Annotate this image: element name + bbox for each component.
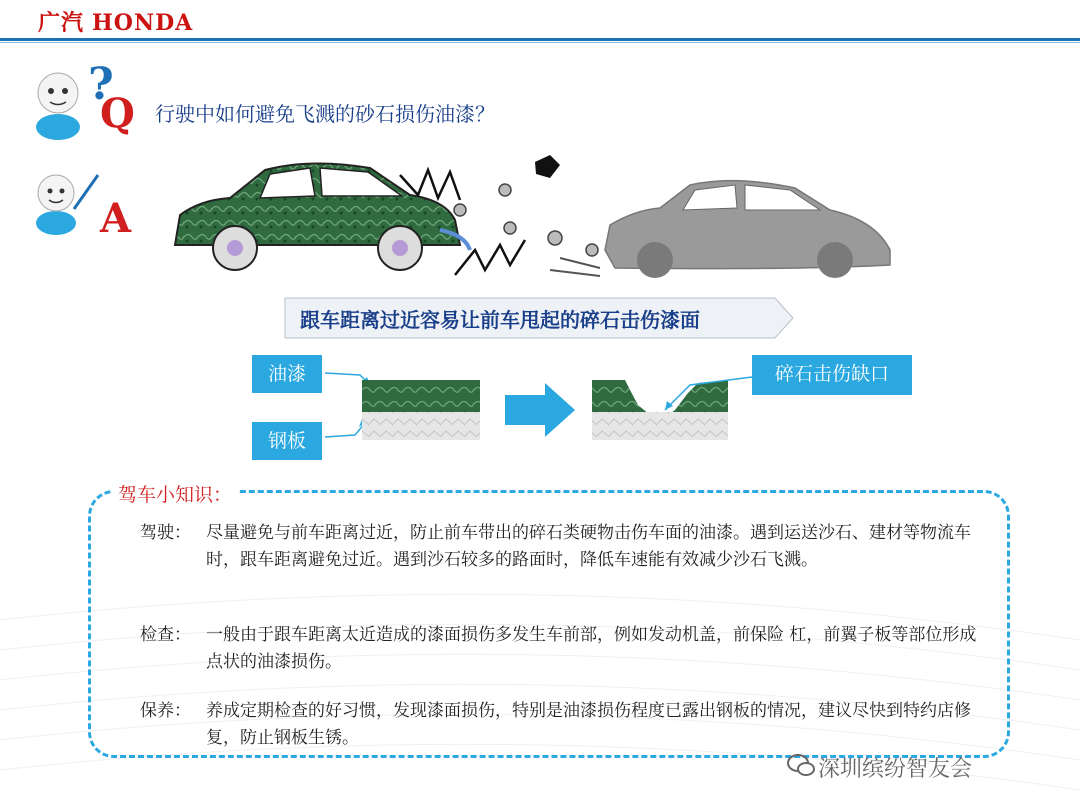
tip-maintenance xyxy=(140,698,990,754)
label-steel: 钢板 xyxy=(252,422,322,460)
wechat-icon xyxy=(786,750,816,780)
green-car xyxy=(175,163,470,270)
brand-en: HONDA xyxy=(92,10,194,36)
tips-title: 驾车小知识： xyxy=(112,480,238,507)
header-divider xyxy=(0,38,1080,41)
brand-logo xyxy=(38,6,193,37)
q-letter: Q xyxy=(100,90,135,137)
svg-text:?: ? xyxy=(88,59,114,110)
tip-inspection xyxy=(140,622,990,678)
answer-avatar-icon xyxy=(30,165,102,237)
label-paint: 油漆 xyxy=(252,355,322,393)
a-letter: A xyxy=(100,195,132,242)
tip-label: 驾驶： xyxy=(140,523,191,543)
car-illustration xyxy=(160,150,900,280)
tip-driving xyxy=(140,520,990,602)
tip-text: 尽量避免与前车距离过近，防止前车带出的碎石类硬物击伤车面的油漆。遇到运送沙石、建材等物流车时，跟车距离避免过近。遇到沙石较多的路面时，降低车速能有效减少沙石飞溅。 xyxy=(206,523,971,570)
paint-layer-diagram xyxy=(320,355,740,455)
caption-text: 跟车距离过近容易让前车甩起的碎石击伤漆面 xyxy=(300,308,700,332)
tip-text: 养成定期检查的好习惯，发现漆面损伤，特别是油漆损伤程度已露出钢板的情况，建议尽快到特约店修复，防止钢板生锈。 xyxy=(206,701,971,748)
brand-cn: 广汽 xyxy=(38,11,85,36)
header xyxy=(0,0,1080,44)
tip-label: 保养： xyxy=(140,701,191,721)
label-chip: 碎石击伤缺口 xyxy=(752,355,912,395)
tip-label: 检查： xyxy=(140,625,191,645)
watermark-text: 深圳缤纷智友会 xyxy=(818,757,973,782)
header-divider-thin xyxy=(0,42,1080,43)
question-avatar-icon xyxy=(30,55,114,140)
question-text: 行驶中如何避免飞溅的砂石损伤油漆？ xyxy=(155,102,495,126)
tip-text: 一般由于跟车距离太近造成的漆面损伤多发生车前部，例如发动机盖，前保险 杠，前翼子板等部位形成点状的油漆损伤。 xyxy=(206,625,977,672)
gray-car xyxy=(605,181,890,278)
